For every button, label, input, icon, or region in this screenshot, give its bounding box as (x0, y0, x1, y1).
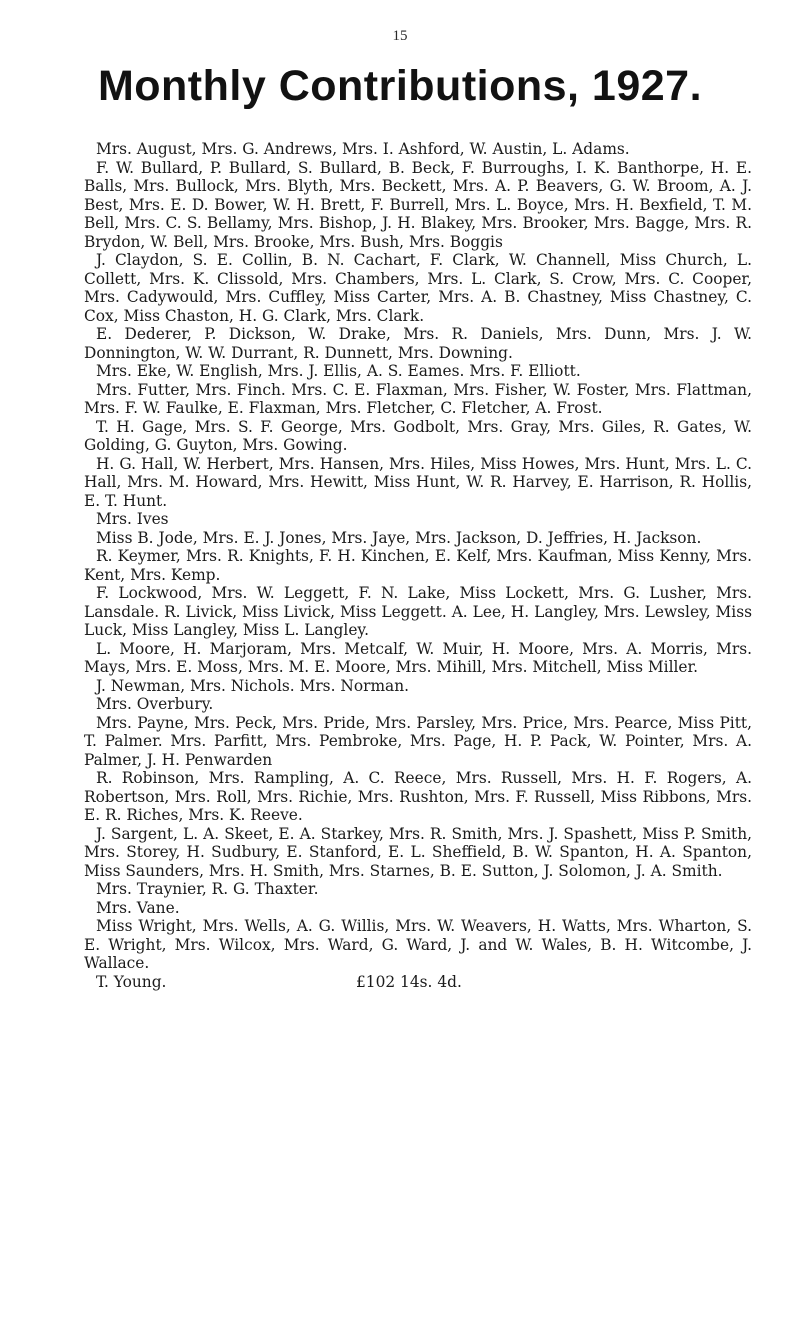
entry-c: J. Claydon, S. E. Collin, B. N. Cachart, F. Clark, W. Channell, Miss Church, L. Collett, Mrs. K. Clissold, Mrs. Chambers, Mrs. L. Clark, S. Crow, Mrs. C. Cooper, Mrs. Cadywould, Mrs. Cuffley, Miss Carter, Mrs. A. B. Chastney, Miss Chastney, C. Cox, Miss Chaston, H. G. Clark, Mrs. Clark. (84, 251, 752, 325)
entry-r: R. Robinson, Mrs. Rampling, A. C. Reece, Mrs. Russell, Mrs. H. F. Rogers, A. Robertson, Mrs. Roll, Mrs. Richie, Mrs. Rushton, Mrs. F. Russell, Miss Ribbons, Mrs. E. R. Riches, Mrs. K. Reeve. (84, 769, 752, 824)
entry-v: Mrs. Vane. (96, 898, 180, 917)
entry-w: Miss Wright, Mrs. Wells, A. G. Willis, Mrs. W. Weavers, H. Watts, Mrs. Wharton, S. E. Wright, Mrs. Wilcox, Mrs. Ward, G. Ward, J. and W. Wales, B. H. Witcombe, J. Wallace. (84, 917, 752, 972)
entry-a: Mrs. August, Mrs. G. Andrews, Mrs. I. Ashford, W. Austin, L. Adams. (96, 140, 630, 158)
closing-line (84, 973, 752, 992)
entry-m: L. Moore, H. Marjoram, Mrs. Metcalf, W. Muir, H. Moore, Mrs. A. Morris, Mrs. Mays, Mrs. E. Moss, Mrs. M. E. Moore, Mrs. Mihill, Mrs. Mitchell, Miss Miller. (84, 639, 752, 676)
entry-f: Mrs. Futter, Mrs. Finch. Mrs. C. E. Flaxman, Mrs. Fisher, W. Foster, Mrs. Flattman, Mrs. F. W. Faulke, E. Flaxman, Mrs. Fletcher, C. Fletcher, A. Frost. (84, 380, 752, 417)
entry-j: Miss B. Jode, Mrs. E. J. Jones, Mrs. Jaye, Mrs. Jackson, D. Jeffries, H. Jackson. (96, 528, 702, 547)
page-number: 15 (392, 28, 408, 44)
entry-h: H. G. Hall, W. Herbert, Mrs. Hansen, Mrs. Hiles, Miss Howes, Mrs. Hunt, Mrs. L. C. Hall, Mrs. M. Howard, Mrs. Hewitt, Miss Hunt, W. R. Harvey, E. Harrison, R. Hollis, E. T. Hunt. (84, 454, 752, 510)
entry-i: Mrs. Ives (96, 510, 169, 528)
entry-n: J. Newman, Mrs. Nichols. Mrs. Norman. (96, 676, 410, 695)
entry-b: F. W. Bullard, P. Bullard, S. Bullard, B. Beck, F. Burroughs, I. K. Banthorpe, H. E. Balls, Mrs. Bullock, Mrs. Blyth, Mrs. Beckett, Mrs. A. P. Beavers, G. W. Broom, A. J. Best, Mrs. E. D. Bower, W. H. Brett, F. Burrell, Mrs. L. Boyce, Mrs. H. Bexfield, T. M. Bell, Mrs. C. S. Bellamy, Mrs. Bishop, J. H. Blakey, Mrs. Brooker, Mrs. Bagge, Mrs. R. Brydon, W. Bell, Mrs. Brooke, Mrs. Bush, Mrs. Boggis (84, 158, 752, 251)
entry-y: T. Young. (96, 972, 167, 991)
entry-t: Mrs. Traynier, R. G. Thaxter. (96, 880, 319, 898)
entry-g: T. H. Gage, Mrs. S. F. George, Mrs. Godbolt, Mrs. Gray, Mrs. Giles, R. Gates, W. Golding, G. Guyton, Mrs. Gowing. (84, 417, 752, 454)
contributions-list (84, 140, 752, 991)
grand-total: £102 14s. 4d. (356, 972, 462, 991)
entry-d: E. Dederer, P. Dickson, W. Drake, Mrs. R. Daniels, Mrs. Dunn, Mrs. J. W. Donnington, W. W. Durrant, R. Dunnett, Mrs. Downing. (84, 325, 752, 362)
entry-k: R. Keymer, Mrs. R. Knights, F. H. Kinchen, E. Kelf, Mrs. Kaufman, Miss Kenny, Mrs. Kent, Mrs. Kemp. (84, 547, 752, 584)
entry-p: Mrs. Payne, Mrs. Peck, Mrs. Pride, Mrs. Parsley, Mrs. Price, Mrs. Pearce, Miss Pitt, T. Palmer. Mrs. Parfitt, Mrs. Pembroke, Mrs. Page, H. P. Pack, W. Pointer, Mrs. A. Palmer, J. H. Penwarden (84, 713, 752, 769)
page-title: Monthly Contributions, 1927. (97, 62, 703, 110)
entry-s: J. Sargent, L. A. Skeet, E. A. Starkey, Mrs. R. Smith, Mrs. J. Spashett, Miss P. Smith, Mrs. Storey, H. Sudbury, E. Stanford, E. L. Sheffield, B. W. Spanton, H. A. Spanton, Miss Saunders, Mrs. H. Smith, Mrs. Starnes, B. E. Sutton, J. Solomon, J. A. Smith. (84, 824, 752, 880)
entry-o: Mrs. Overbury. (96, 695, 214, 713)
entry-l: F. Lockwood, Mrs. W. Leggett, F. N. Lake, Miss Lockett, Mrs. G. Lusher, Mrs. Lansdale. R. Livick, Miss Livick, Miss Leggett. A. Lee, H. Langley, Mrs. Lewsley, Miss Luck, Miss Langley, Miss L. Langley. (84, 584, 752, 639)
entry-e: Mrs. Eke, W. English, Mrs. J. Ellis, A. S. Eames. Mrs. F. Elliott. (96, 362, 581, 380)
